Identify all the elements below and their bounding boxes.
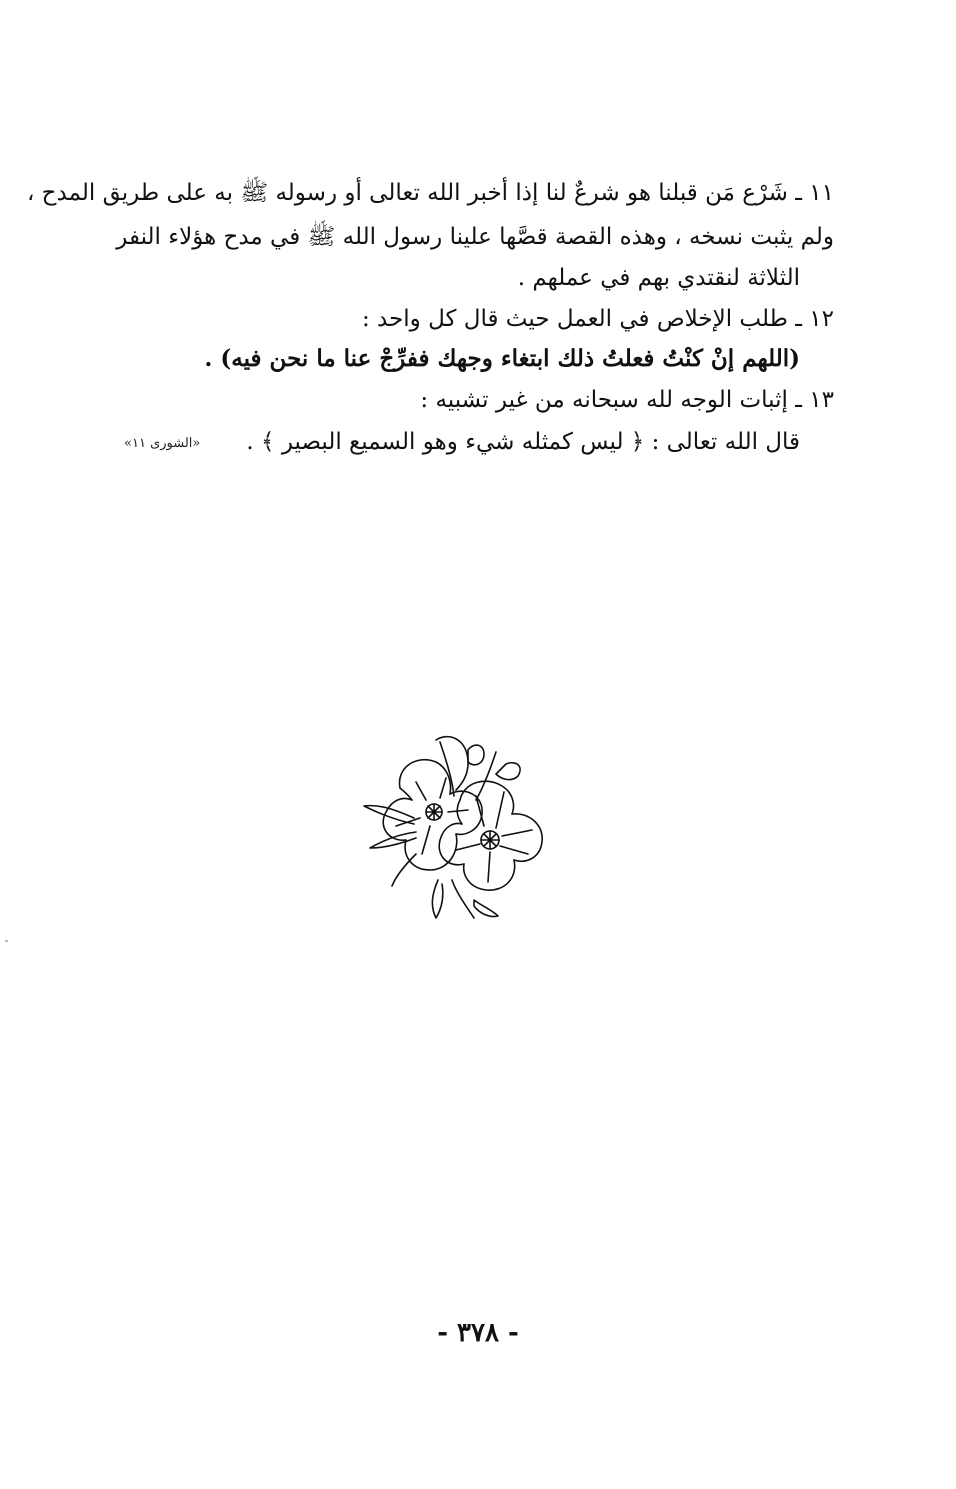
flower-bouquet-icon bbox=[356, 730, 562, 922]
item-12-line-1: ١٢ ـ طلب الإخلاص في العمل حيث قال كل واحد : bbox=[361, 306, 834, 332]
item-12-quote: (اللهم إنْ كنْتُ فعلتُ ذلك ابتغاء وجهك ففرِّجْ عنا ما نحن فيه) . bbox=[204, 345, 800, 372]
item-11-line-1: ١١ ـ شَرْع مَن قبلنا هو شرعٌ لنا إذا أخبر الله تعالى أو رسوله ﷺ به على طريق المدح ، bbox=[26, 180, 834, 206]
item-11-line-2: ولم يثبت نسخه ، وهذه القصة قصَّها علينا رسول الله ﷺ في مدح هؤلاء النفر bbox=[116, 224, 834, 250]
item-13-surah-reference: «الشورى ١١» bbox=[124, 436, 201, 451]
scan-edge-mark bbox=[5, 940, 8, 942]
item-13-line-1: ١٣ ـ إثبات الوجه لله سبحانه من غير تشبيه : bbox=[420, 387, 834, 413]
item-13-verse: قال الله تعالى : ﴿ ليس كمثله شيء وهو السميع البصير ﴾ . bbox=[246, 429, 800, 455]
item-11-line-3: الثلاثة لنقتدي بهم في عملهم . bbox=[517, 265, 800, 291]
page-number: - ٣٧٨ - bbox=[437, 1318, 519, 1348]
